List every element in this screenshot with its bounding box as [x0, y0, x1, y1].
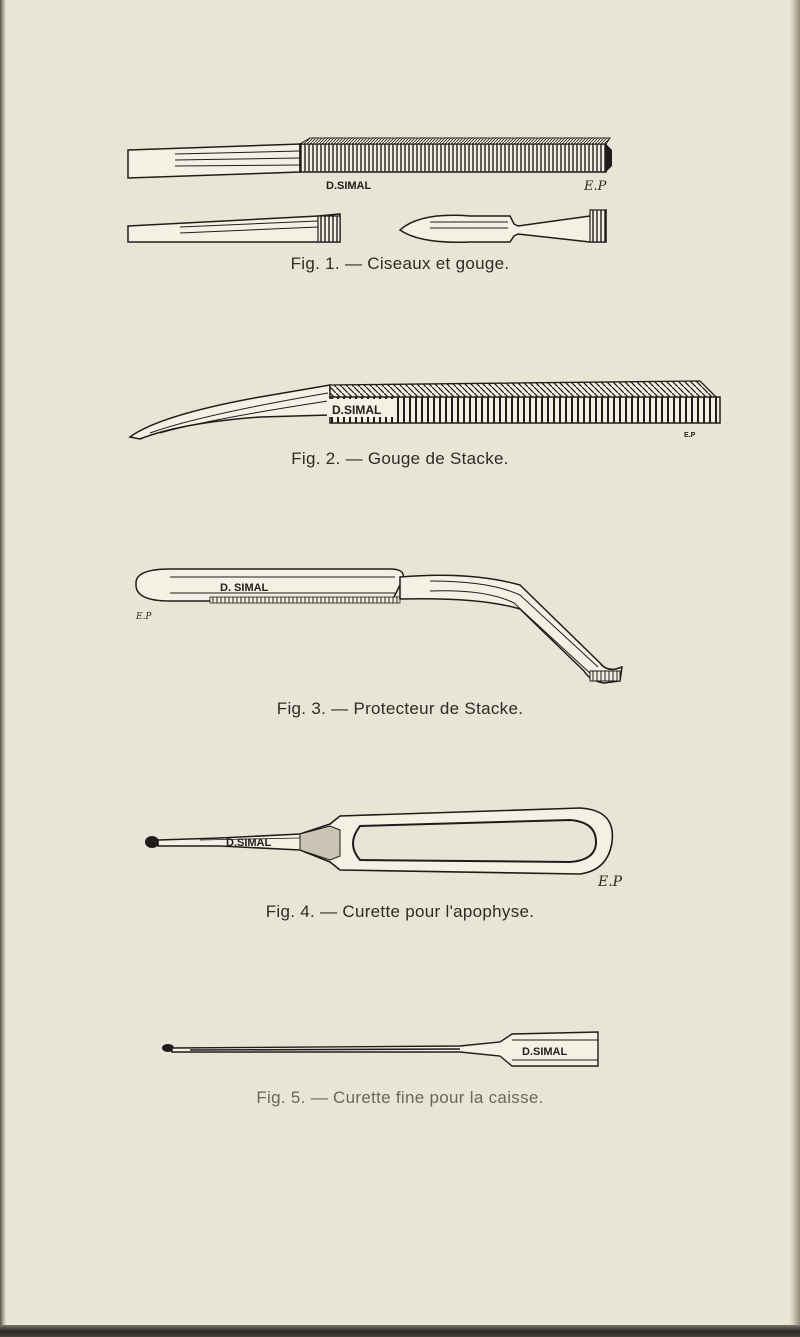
stacke-protector-drawing [136, 569, 622, 683]
fig2-engraver-mark: E.P [684, 432, 696, 439]
fig2-maker-stamp: D.SIMAL [332, 403, 382, 417]
fig4-caption: Fig. 4. — Curette pour l'apophyse. [265, 902, 535, 921]
fig4-engraver-mark: E.P [598, 874, 623, 890]
stacke-gouge-illustration [0, 375, 800, 445]
stacke-gouge-drawing [130, 381, 720, 439]
fig2-caption: Fig. 2. — Gouge de Stacke. [291, 449, 509, 468]
apophysis-curette-illustration [0, 790, 800, 890]
fig1-maker-stamp: D.SIMAL [326, 180, 372, 192]
stacke-protector-illustration [0, 563, 800, 693]
fine-curette-illustration [0, 1020, 800, 1080]
chisel-drawing [128, 138, 612, 178]
fig3-caption: Fig. 3. — Protecteur de Stacke. [276, 699, 524, 718]
fig5-maker-stamp: D.SIMAL [522, 1046, 568, 1058]
chisel-and-gouge-illustration [0, 130, 800, 250]
fig3-maker-stamp: D. SIMAL [220, 582, 269, 594]
fig1-engraver-mark: E.P [584, 179, 607, 194]
figure-3 [0, 563, 800, 723]
figure-1 [0, 130, 800, 290]
figure-2 [0, 375, 800, 475]
page-bottom-edge [0, 1325, 800, 1337]
fig3-engraver-mark: E.P [136, 612, 152, 622]
fig5-caption: Fig. 5. — Curette fine pour la caisse. [256, 1088, 544, 1107]
fig1-caption: Fig. 1. — Ciseaux et gouge. [290, 254, 510, 273]
gouge-drawing [128, 210, 606, 242]
figure-4 [0, 790, 800, 930]
fig4-maker-stamp: D.SIMAL [226, 837, 272, 849]
apophysis-curette-drawing [145, 808, 612, 874]
figure-5 [0, 1020, 800, 1130]
